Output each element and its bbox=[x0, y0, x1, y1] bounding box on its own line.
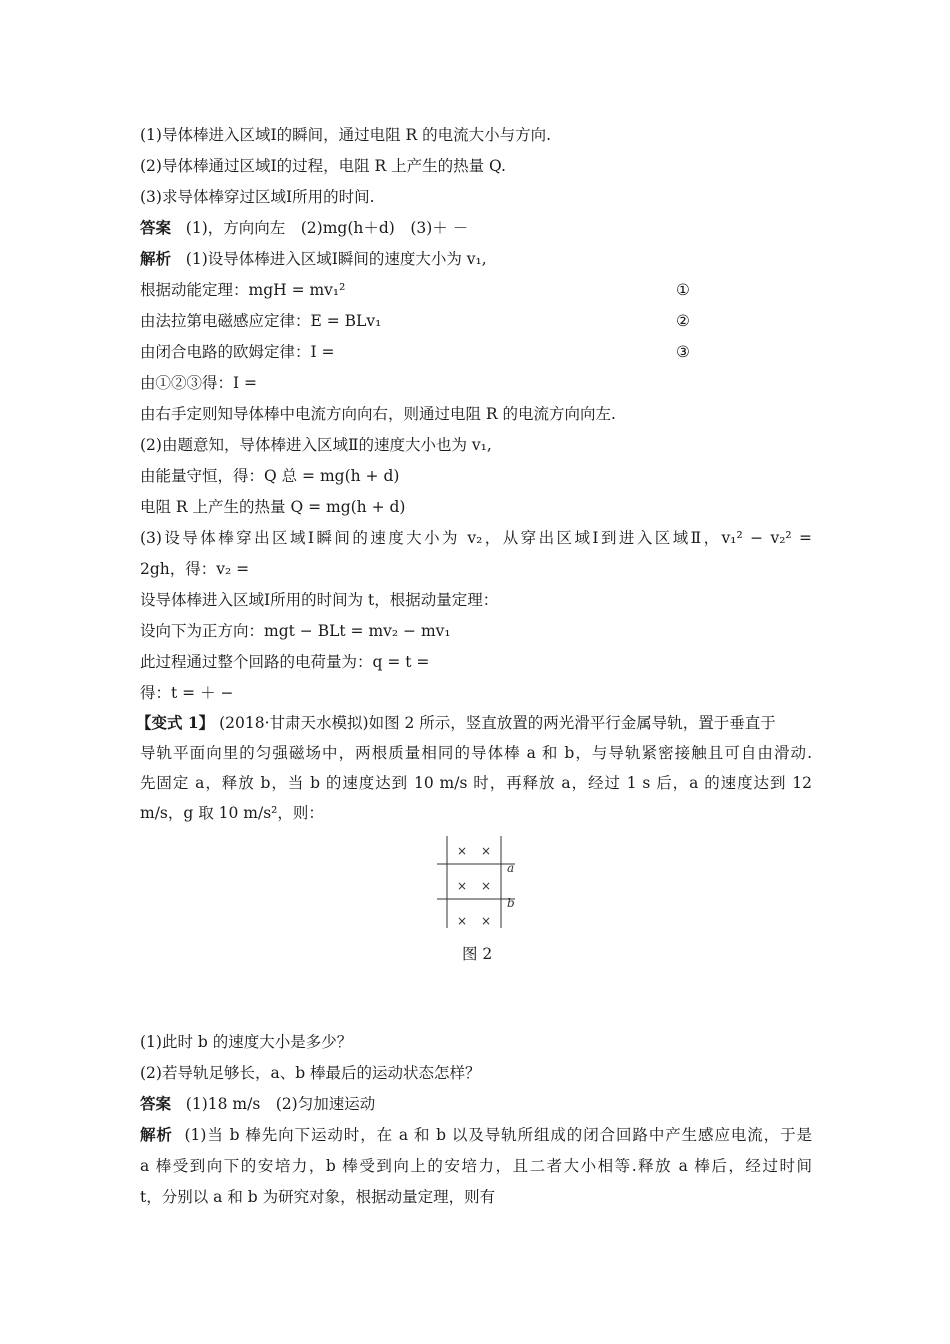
answer-label: 答案 bbox=[140, 1094, 172, 1113]
analysis-line-3: 由法拉第电磁感应定律：E = BLv₁ bbox=[140, 312, 382, 330]
analysis-line-15: 得：t = ＋ − bbox=[140, 684, 234, 702]
analysis-line-10: (3)设导体棒穿出区域Ⅰ瞬间的速度大小为 v₂，从穿出区域Ⅰ到进入区域Ⅱ，v₁² − v₂² = bbox=[140, 529, 812, 547]
analysis2-line-3: t，分别以 a 和 b 为研究对象，根据动量定理，则有 bbox=[140, 1188, 496, 1206]
question-part-1: (1)导体棒进入区域Ⅰ的瞬间，通过电阻 R 的电流大小与方向. bbox=[140, 126, 552, 144]
equation-marker-3: ③ bbox=[676, 343, 690, 361]
answer-line-1 bbox=[140, 217, 468, 239]
variant-text: (2018·甘肃天水模拟)如图 2 所示，竖直放置的两光滑平行金属导轨，置于垂直于 bbox=[219, 714, 776, 732]
analysis-text: (1)当 b 棒先向下运动时，在 a 和 b 以及导轨所组成的闭合回路中产生感应电流，于是 bbox=[184, 1126, 812, 1144]
field-cross: × bbox=[456, 879, 468, 893]
variant-line-3: 先固定 a，释放 b，当 b 的速度达到 10 m/s 时，再释放 a，经过 1 s 后，a 的速度达到 12 bbox=[140, 774, 812, 792]
field-cross: × bbox=[480, 879, 492, 893]
field-cross: × bbox=[480, 914, 492, 928]
analysis-line-5: 由①②③得：I = bbox=[140, 374, 258, 392]
analysis-line-13: 设向下为正方向：mgt − BLt = mv₂ − mv₁ bbox=[140, 622, 451, 640]
answer-label: 答案 bbox=[140, 218, 172, 237]
analysis2-line-2: a 棒受到向下的安培力，b 棒受到向上的安培力，且二者大小相等.释放 a 棒后，经过时间 bbox=[140, 1157, 812, 1175]
analysis-line-7: (2)由题意知，导体棒进入区域Ⅱ的速度大小也为 v₁, bbox=[140, 436, 492, 454]
variant-line-4: m/s，g 取 10 m/s²，则： bbox=[140, 804, 324, 822]
analysis-line-4: 由闭合电路的欧姆定律：I = bbox=[140, 343, 335, 361]
equation-marker-2: ② bbox=[676, 312, 690, 330]
rod-a-label: a bbox=[507, 861, 515, 875]
variant-line-1 bbox=[136, 712, 776, 734]
equation-marker-1: ① bbox=[676, 281, 690, 299]
analysis-line-6: 由右手定则知导体棒中电流方向向右，则通过电阻 R 的电流方向向左. bbox=[140, 405, 616, 423]
analysis-line-8: 由能量守恒，得：Q 总 = mg(h + d) bbox=[140, 467, 400, 485]
analysis-line-1 bbox=[140, 248, 487, 270]
field-cross: × bbox=[456, 844, 468, 858]
figure-caption: 图 2 bbox=[462, 945, 493, 963]
variant-question-1: (1)此时 b 的速度大小是多少？ bbox=[140, 1033, 353, 1051]
variant-line-2: 导轨平面向里的匀强磁场中，两根质量相同的导体棒 a 和 b，与导轨紧密接触且可自由滑动. bbox=[140, 744, 812, 762]
answer-text: (1)，方向向左 (2)mg(h＋d) (3)＋ － bbox=[185, 219, 469, 237]
analysis-line-11: 2gh，得：v₂ = bbox=[140, 560, 250, 578]
variant-question-2: (2)若导轨足够长，a、b 棒最后的运动状态怎样？ bbox=[140, 1064, 481, 1082]
field-cross: × bbox=[480, 844, 492, 858]
analysis2-line-1 bbox=[140, 1124, 812, 1146]
analysis-line-12: 设导体棒进入区域Ⅰ所用的时间为 t，根据动量定理： bbox=[140, 591, 499, 609]
analysis-text: (1)设导体棒进入区域Ⅰ瞬间的速度大小为 v₁, bbox=[185, 250, 487, 268]
analysis-line-2: 根据动能定理：mgH = mv₁² bbox=[140, 281, 346, 299]
answer-text: (1)18 m/s (2)匀加速运动 bbox=[185, 1095, 376, 1113]
field-cross: × bbox=[456, 914, 468, 928]
answer-line-2 bbox=[140, 1093, 375, 1115]
variant-label: 【变式 1】 bbox=[136, 713, 215, 732]
analysis-label: 解析 bbox=[140, 1125, 173, 1144]
question-part-3: (3)求导体棒穿过区域Ⅰ所用的时间. bbox=[140, 188, 375, 206]
question-part-2: (2)导体棒通过区域Ⅰ的过程，电阻 R 上产生的热量 Q. bbox=[140, 157, 506, 175]
rod-b-label: b bbox=[507, 896, 515, 910]
figure-2-diagram bbox=[435, 836, 525, 928]
analysis-line-9: 电阻 R 上产生的热量 Q = mg(h + d) bbox=[140, 498, 406, 516]
analysis-line-14: 此过程通过整个回路的电荷量为：q = t = bbox=[140, 653, 430, 671]
analysis-label: 解析 bbox=[140, 249, 172, 268]
